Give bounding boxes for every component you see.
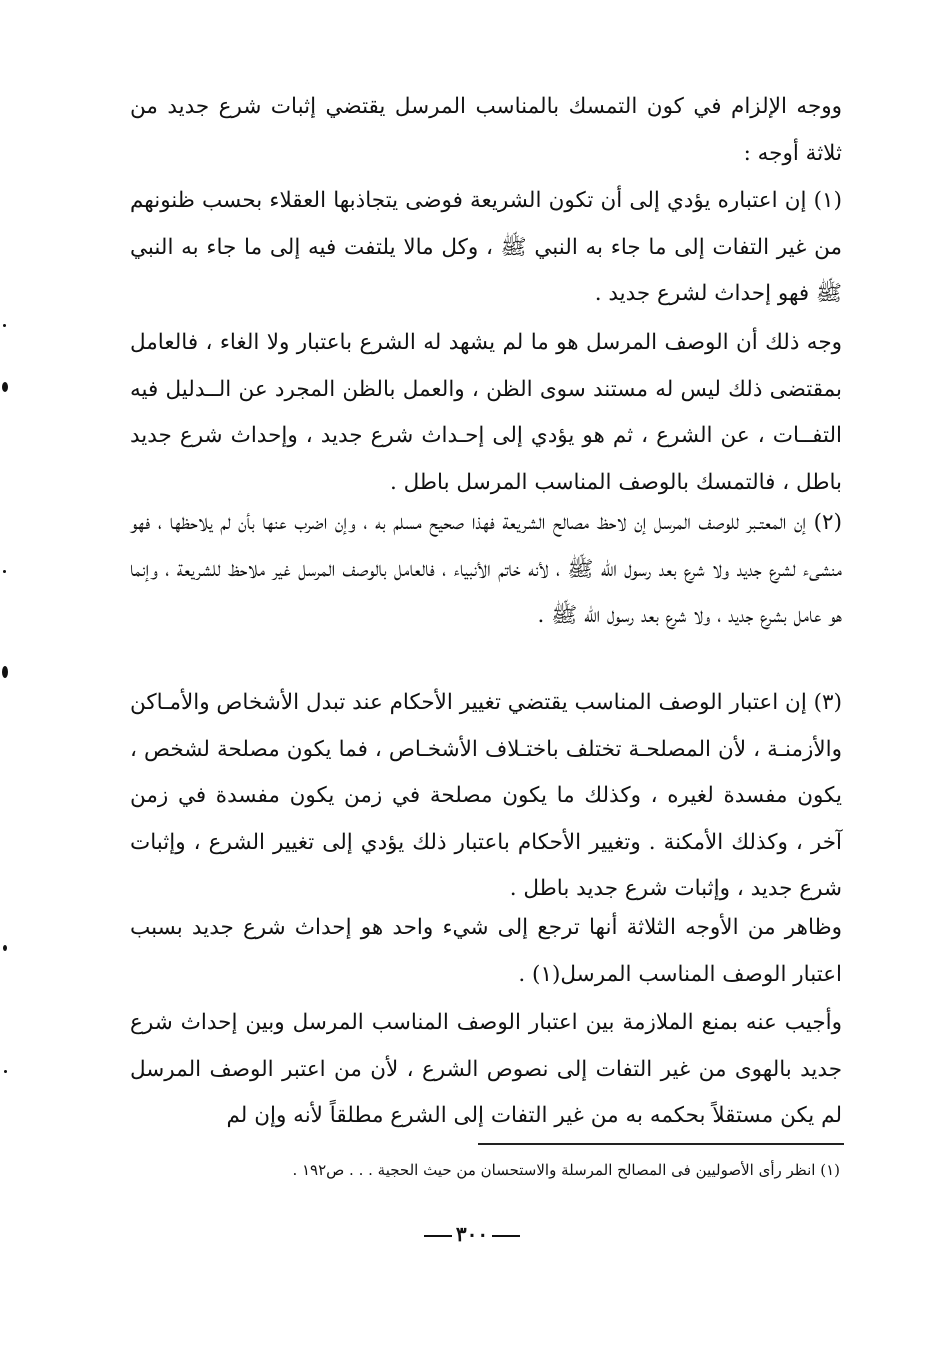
paragraph-text: وظاهر من الأوجه الثلاثة أنها ترجع إلى شيء واحد هو إحداث شرع جديد بسبب اعتبار الوصف المناسب المرسل(١) .	[130, 915, 842, 987]
paragraph-text: (٢) إن المعتـبر للوصف المرسل إن لاحظ مصالح الشريعة فهذا صحيح مسلم به ، وإن اضرب عنها بأن لم يلاحظها ، فهو منشىء لشرع جديد ولا شرع بعد رسول الله ﷺ ، لأنه خاتم الأنبياء ، فالعامل بالوصف المرسل غير ملاحظ للشريعة ، وإنما هو عامل بشرع جديد ، ولا شرع بعد رسول الله ﷺ .	[130, 510, 842, 628]
paragraph-text: (٣) إن اعتبار الوصف المناسب يقتضي تغيير الأحكام عند تبدل الأشخاص والأمـاكن والأزمنـة ، لأن المصلحـة تختلف باختـلاف الأشخـاص ، فما يكون مصلحة لشخص ، يكون مفسدة لغيره ، وكذلك ما يكون مصلحة في زمن يكون مفسدة في زمن آخر ، وكذلك الأمكنة . وتغيير الأحكام باعتبار ذلك يؤدي إلى تغيير الشرع ، وإثبات شرع جديد ، وإثبات شرع جديد باطل .	[130, 690, 842, 901]
paragraph-point-2	[130, 500, 842, 640]
paragraph-point-3	[130, 680, 842, 913]
paragraph-point-1	[130, 178, 842, 318]
scan-speck	[2, 382, 8, 392]
scan-speck	[3, 570, 6, 573]
scan-speck	[4, 1070, 7, 1073]
paragraph-summary	[130, 905, 842, 998]
paragraph-text: ووجه الإلزام في كون التمسك بالمناسب المرسل يقتضي إثبات شرع جديد من ثلاثة أوجه :	[130, 94, 842, 166]
paragraph-response	[130, 1000, 842, 1140]
page-number	[0, 1222, 944, 1246]
page-number-dash-left	[424, 1235, 452, 1237]
scan-speck	[2, 666, 8, 678]
scan-speck	[3, 324, 6, 327]
scan-speck	[3, 945, 7, 951]
paragraph-explanation	[130, 320, 842, 506]
paragraph-text: وأجيب عنه بمنع الملازمة بين اعتبار الوصف المناسب المرسل وبين إحداث شرع جديد بالهوى من غير التفات إلى نصوص الشرع ، لأن من اعتبر الوصف المرسل لم يكن مستقلاً بحكمه به من غير التفات إلى الشرع مطلقاً لأنه وإن لم	[130, 1010, 842, 1128]
page-number-text: ٣٠٠	[455, 1222, 489, 1246]
paragraph-intro	[130, 84, 842, 177]
paragraph-text: وجه ذلك أن الوصف المرسل هو ما لم يشهد له الشرع باعتبار ولا الغاء ، فالعامل بمقتضى ذلك ليس له مستند سوى الظن ، والعمل بالظن المجرد عن الــدليل فيه التفــات ، عن الشرع ، ثم هو يؤدي إلى إحـداث شرع جديد ، وإحداث شرع جديد باطل ، فالتمسك بالوصف المناسب المرسل باطل .	[130, 330, 842, 495]
page-number-dash-right	[492, 1235, 520, 1237]
paragraph-text: (١) إن اعتباره يؤدي إلى أن تكون الشريعة فوضى يتجاذبها العقلاء بحسب ظنونهم من غير التفات إلى ما جاء به النبي ﷺ ، وكل مالا يلتفت فيه إلى ما جاء به النبي ﷺ فهو إحداث لشرع جديد .	[130, 188, 842, 306]
footnote: (١) انظر رأى الأصوليين فى المصالح المرسلة والاستحسان من حيث الحجية . . . ص١٩٢ .	[292, 1161, 840, 1179]
footnote-divider	[478, 1143, 844, 1145]
